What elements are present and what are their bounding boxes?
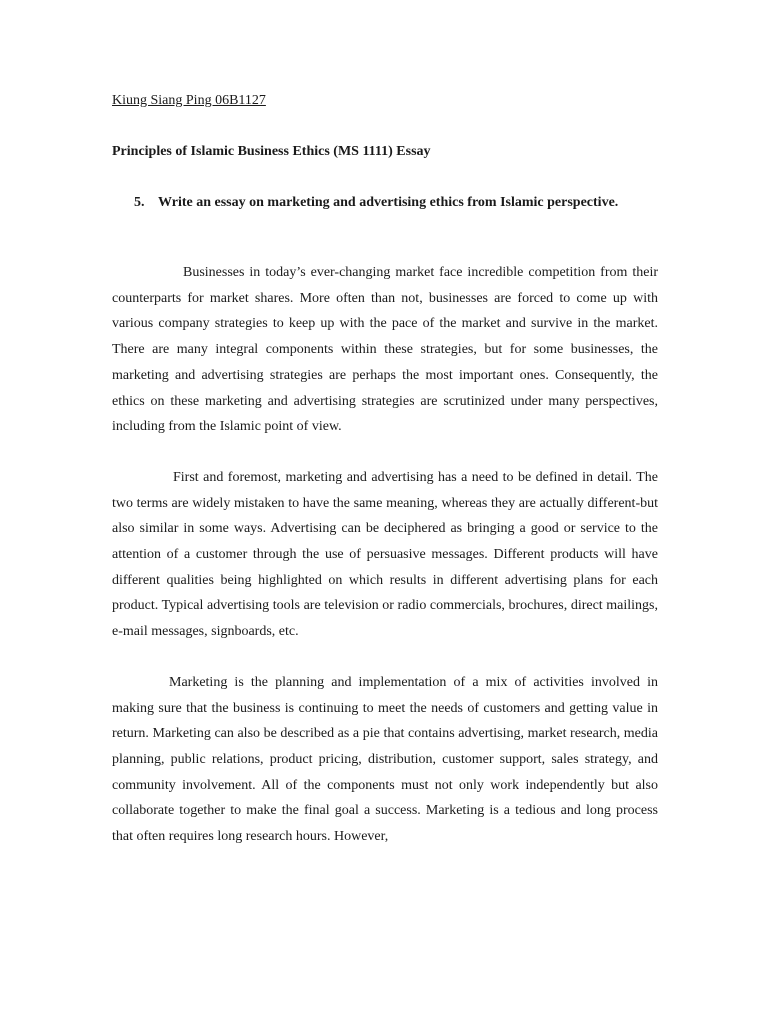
essay-title: Principles of Islamic Business Ethics (MS 1111) Essay: [112, 144, 431, 159]
question-text: Write an essay on marketing and advertising ethics from Islamic perspective.: [158, 195, 619, 210]
paragraph-2: First and foremost, marketing and advertising has a need to be defined in detail. The two terms are widely mistaken to have the same meaning, whereas they are actually different-but also similar in some ways. Advertising can be deciphered as bringing a good or service to the attention of a customer through the use of persuasive messages. Different products will have different qualities being highlighted on which results in different advertising plans for each product. Typical advertising tools are television or radio commercials, brochures, direct mailings, e-mail messages, signboards, etc.: [112, 469, 658, 640]
question-number: 5.: [134, 195, 145, 210]
essay-question: [134, 193, 658, 213]
essay-body: [112, 260, 658, 850]
author-line: Kiung Siang Ping 06B1127: [112, 93, 266, 108]
paragraph-1: Businesses in today’s ever-changing market face incredible competition from their counterparts for market shares. More often than not, businesses are forced to come up with various company strategies to keep up with the pace of the market and survive in the market. There are many integral components within these strategies, but for some businesses, the marketing and advertising strategies are perhaps the most important ones. Consequently, the ethics on these marketing and advertising strategies are scrutinized under many perspectives, including from the Islamic point of view.: [112, 265, 658, 435]
paragraph-3: Marketing is the planning and implementation of a mix of activities involved in making sure that the business is continuing to meet the needs of customers and getting value in return. Marketing can also be described as a pie that contains advertising, market research, media planning, public relations, product pricing, distribution, customer support, sales strategy, and community involvement. All of the components must not only work independently but also collaborate together to make the final goal a success. Marketing is a tedious and long process that often requires long research hours. However,: [112, 674, 658, 845]
